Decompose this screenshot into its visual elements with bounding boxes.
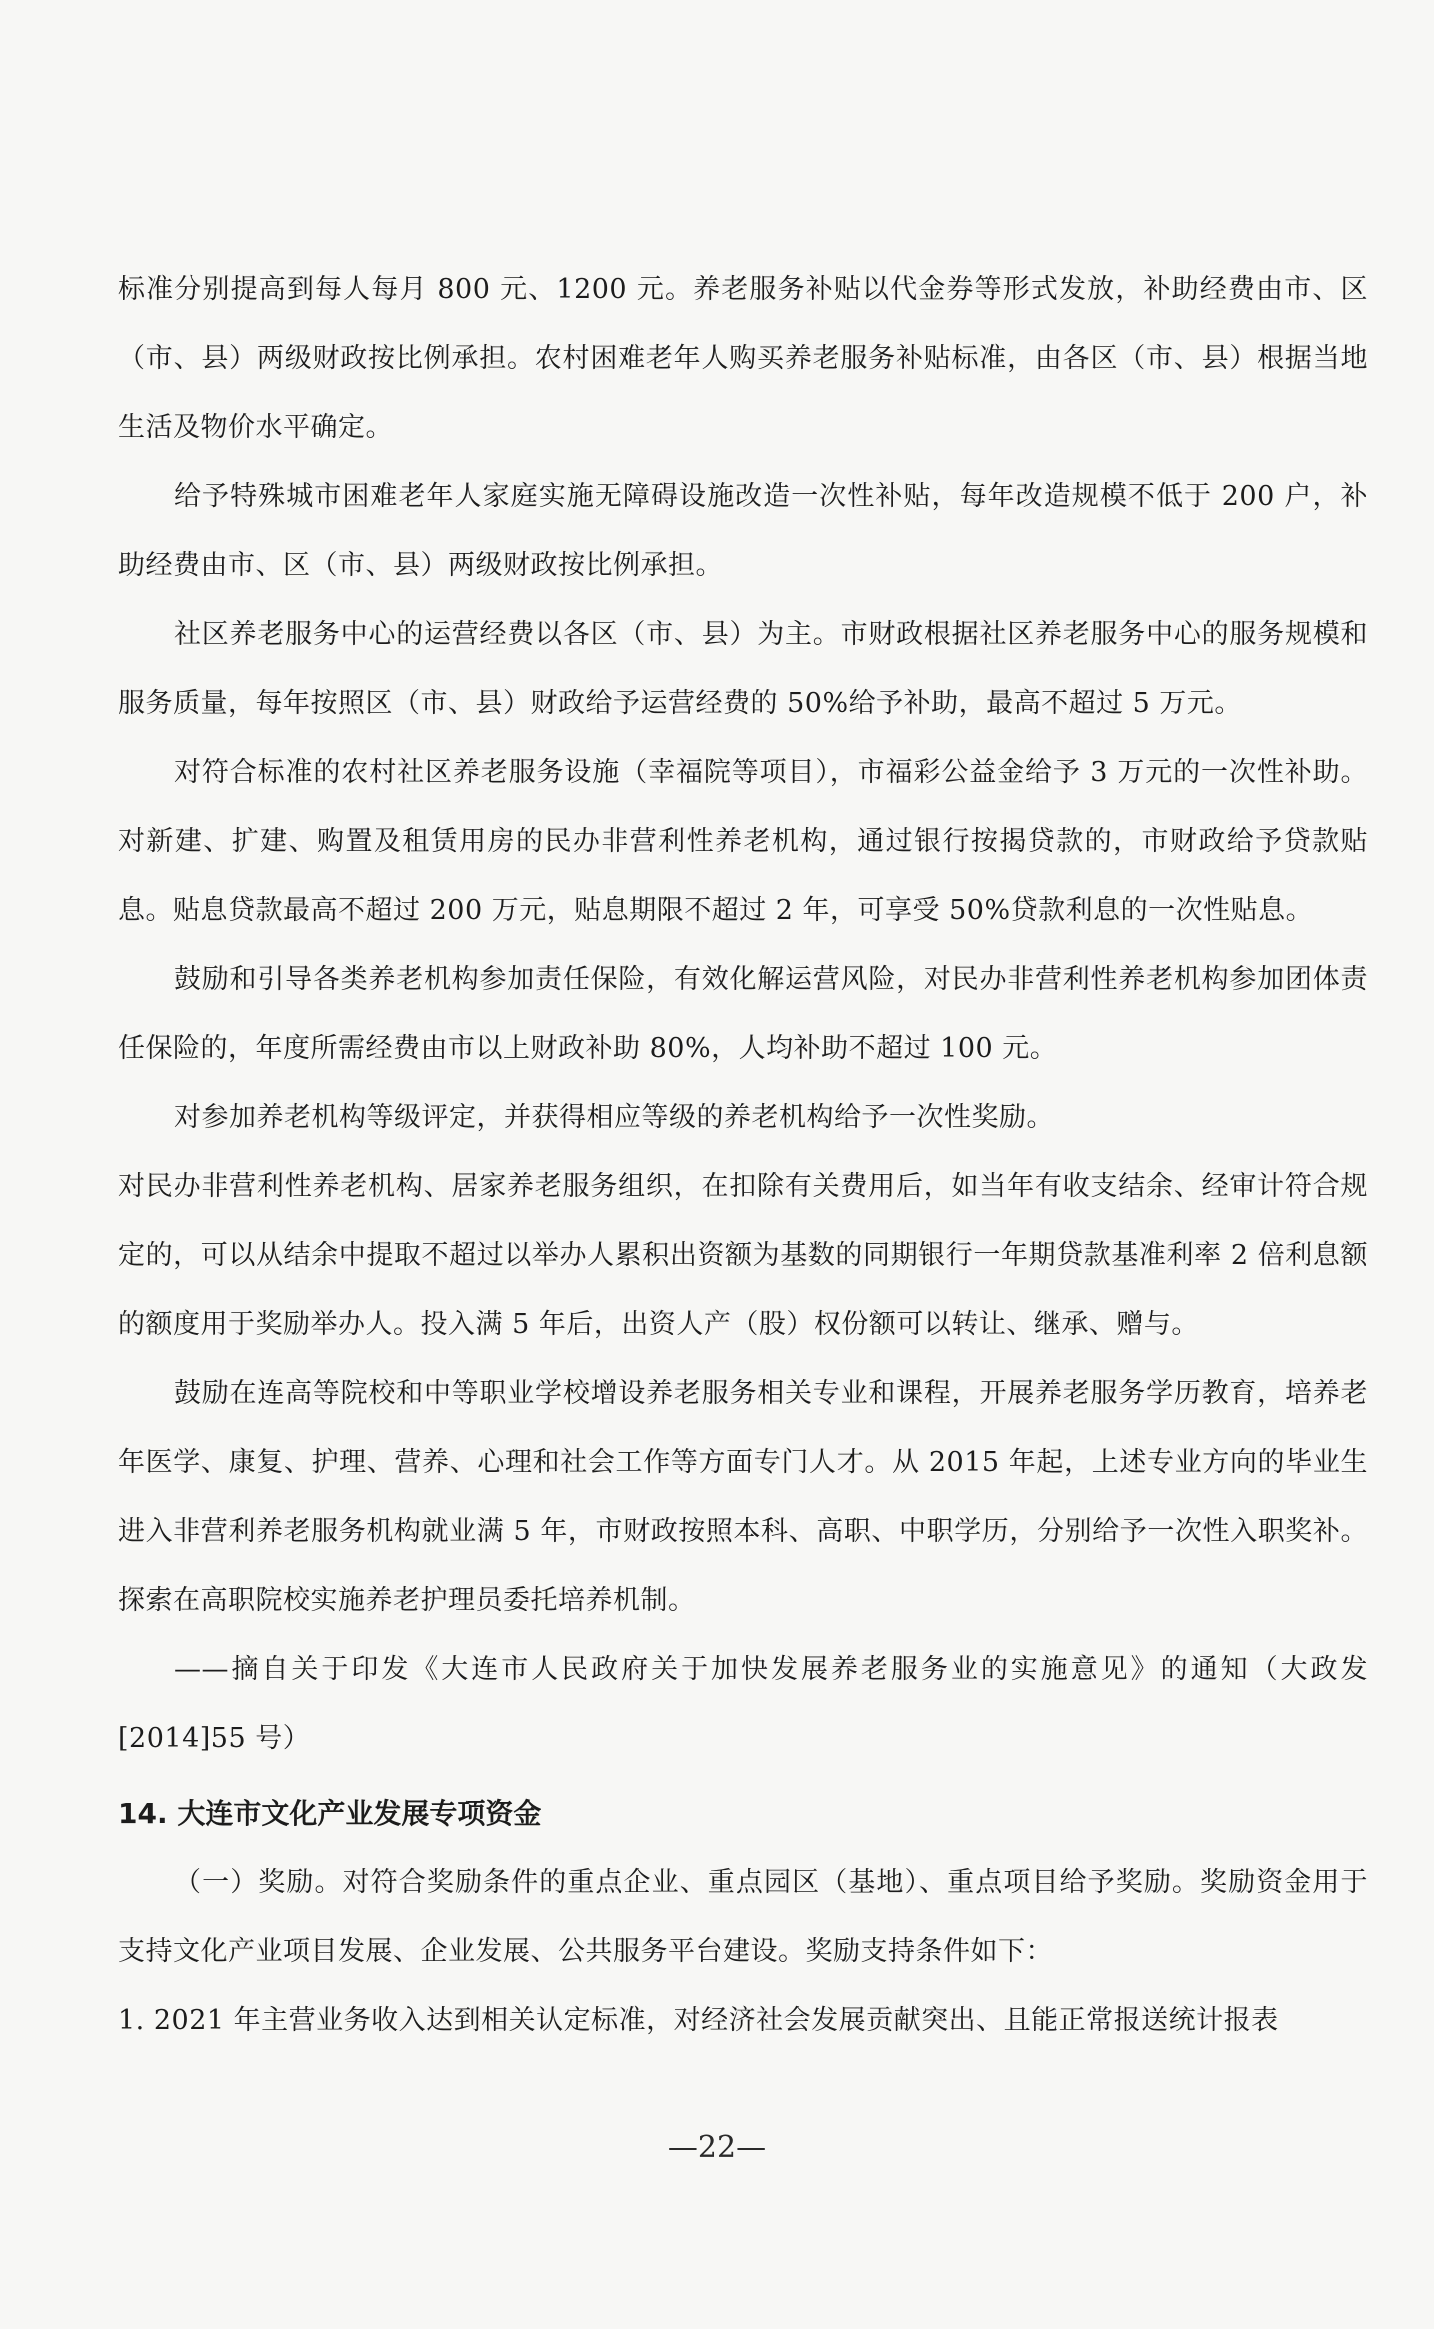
body-text <box>118 255 1368 2055</box>
source-citation: ——摘自关于印发《大连市人民政府关于加快发展养老服务业的实施意见》的通知（大政发[2014]55 号） <box>118 1654 1368 1754</box>
section-paragraph-1: （一）奖励。对符合奖励条件的重点企业、重点园区（基地）、重点项目给予奖励。奖励资金用于支持文化产业项目发展、企业发展、公共服务平台建设。奖励支持条件如下： <box>118 1867 1368 1967</box>
paragraph-6: 对参加养老机构等级评定，并获得相应等级的养老机构给予一次性奖励。 <box>174 1102 1054 1133</box>
page-number: —22— <box>667 2130 767 2165</box>
paragraph-4: 对符合标准的农村社区养老服务设施（幸福院等项目），市福彩公益金给予 3 万元的一次性补助。对新建、扩建、购置及租赁用房的民办非营利性养老机构，通过银行按揭贷款的，市财政给予贷款贴息。贴息贷款最高不超过 200 万元，贴息期限不超过 2 年，可享受 50%贷款利息的一次性贴息。 <box>118 757 1368 926</box>
paragraph-7: 对民办非营利性养老机构、居家养老服务组织，在扣除有关费用后，如当年有收支结余、经审计符合规定的，可以从结余中提取不超过以举办人累积出资额为基数的同期银行一年期贷款基准利率 2 倍利息额的额度用于奖励举办人。投入满 5 年后，出资人产（股）权份额可以转让、继承、赠与。 <box>118 1171 1368 1340</box>
section-paragraph-2: 1. 2021 年主营业务收入达到相关认定标准，对经济社会发展贡献突出、且能正常报送统计报表 <box>118 2005 1279 2036</box>
paragraph-5: 鼓励和引导各类养老机构参加责任保险，有效化解运营风险，对民办非营利性养老机构参加团体责任保险的，年度所需经费由市以上财政补助 80%，人均补助不超过 100 元。 <box>118 964 1368 1064</box>
section-heading: 14. 大连市文化产业发展专项资金 <box>118 1797 542 1830</box>
paragraph-1: 标准分别提高到每人每月 800 元、1200 元。养老服务补贴以代金券等形式发放，补助经费由市、区（市、县）两级财政按比例承担。农村困难老年人购买养老服务补贴标准，由各区（市、县）根据当地生活及物价水平确定。 <box>118 274 1368 443</box>
paragraph-8: 鼓励在连高等院校和中等职业学校增设养老服务相关专业和课程，开展养老服务学历教育，培养老年医学、康复、护理、营养、心理和社会工作等方面专门人才。从 2015 年起，上述专业方向的毕业生进入非营利养老服务机构就业满 5 年，市财政按照本科、高职、中职学历，分别给予一次性入职奖补。探索在高职院校实施养老护理员委托培养机制。 <box>118 1378 1368 1616</box>
paragraph-3: 社区养老服务中心的运营经费以各区（市、县）为主。市财政根据社区养老服务中心的服务规模和服务质量，每年按照区（市、县）财政给予运营经费的 50%给予补助，最高不超过 5 万元。 <box>118 619 1368 719</box>
paragraph-2: 给予特殊城市困难老年人家庭实施无障碍设施改造一次性补贴，每年改造规模不低于 200 户，补助经费由市、区（市、县）两级财政按比例承担。 <box>118 481 1368 581</box>
